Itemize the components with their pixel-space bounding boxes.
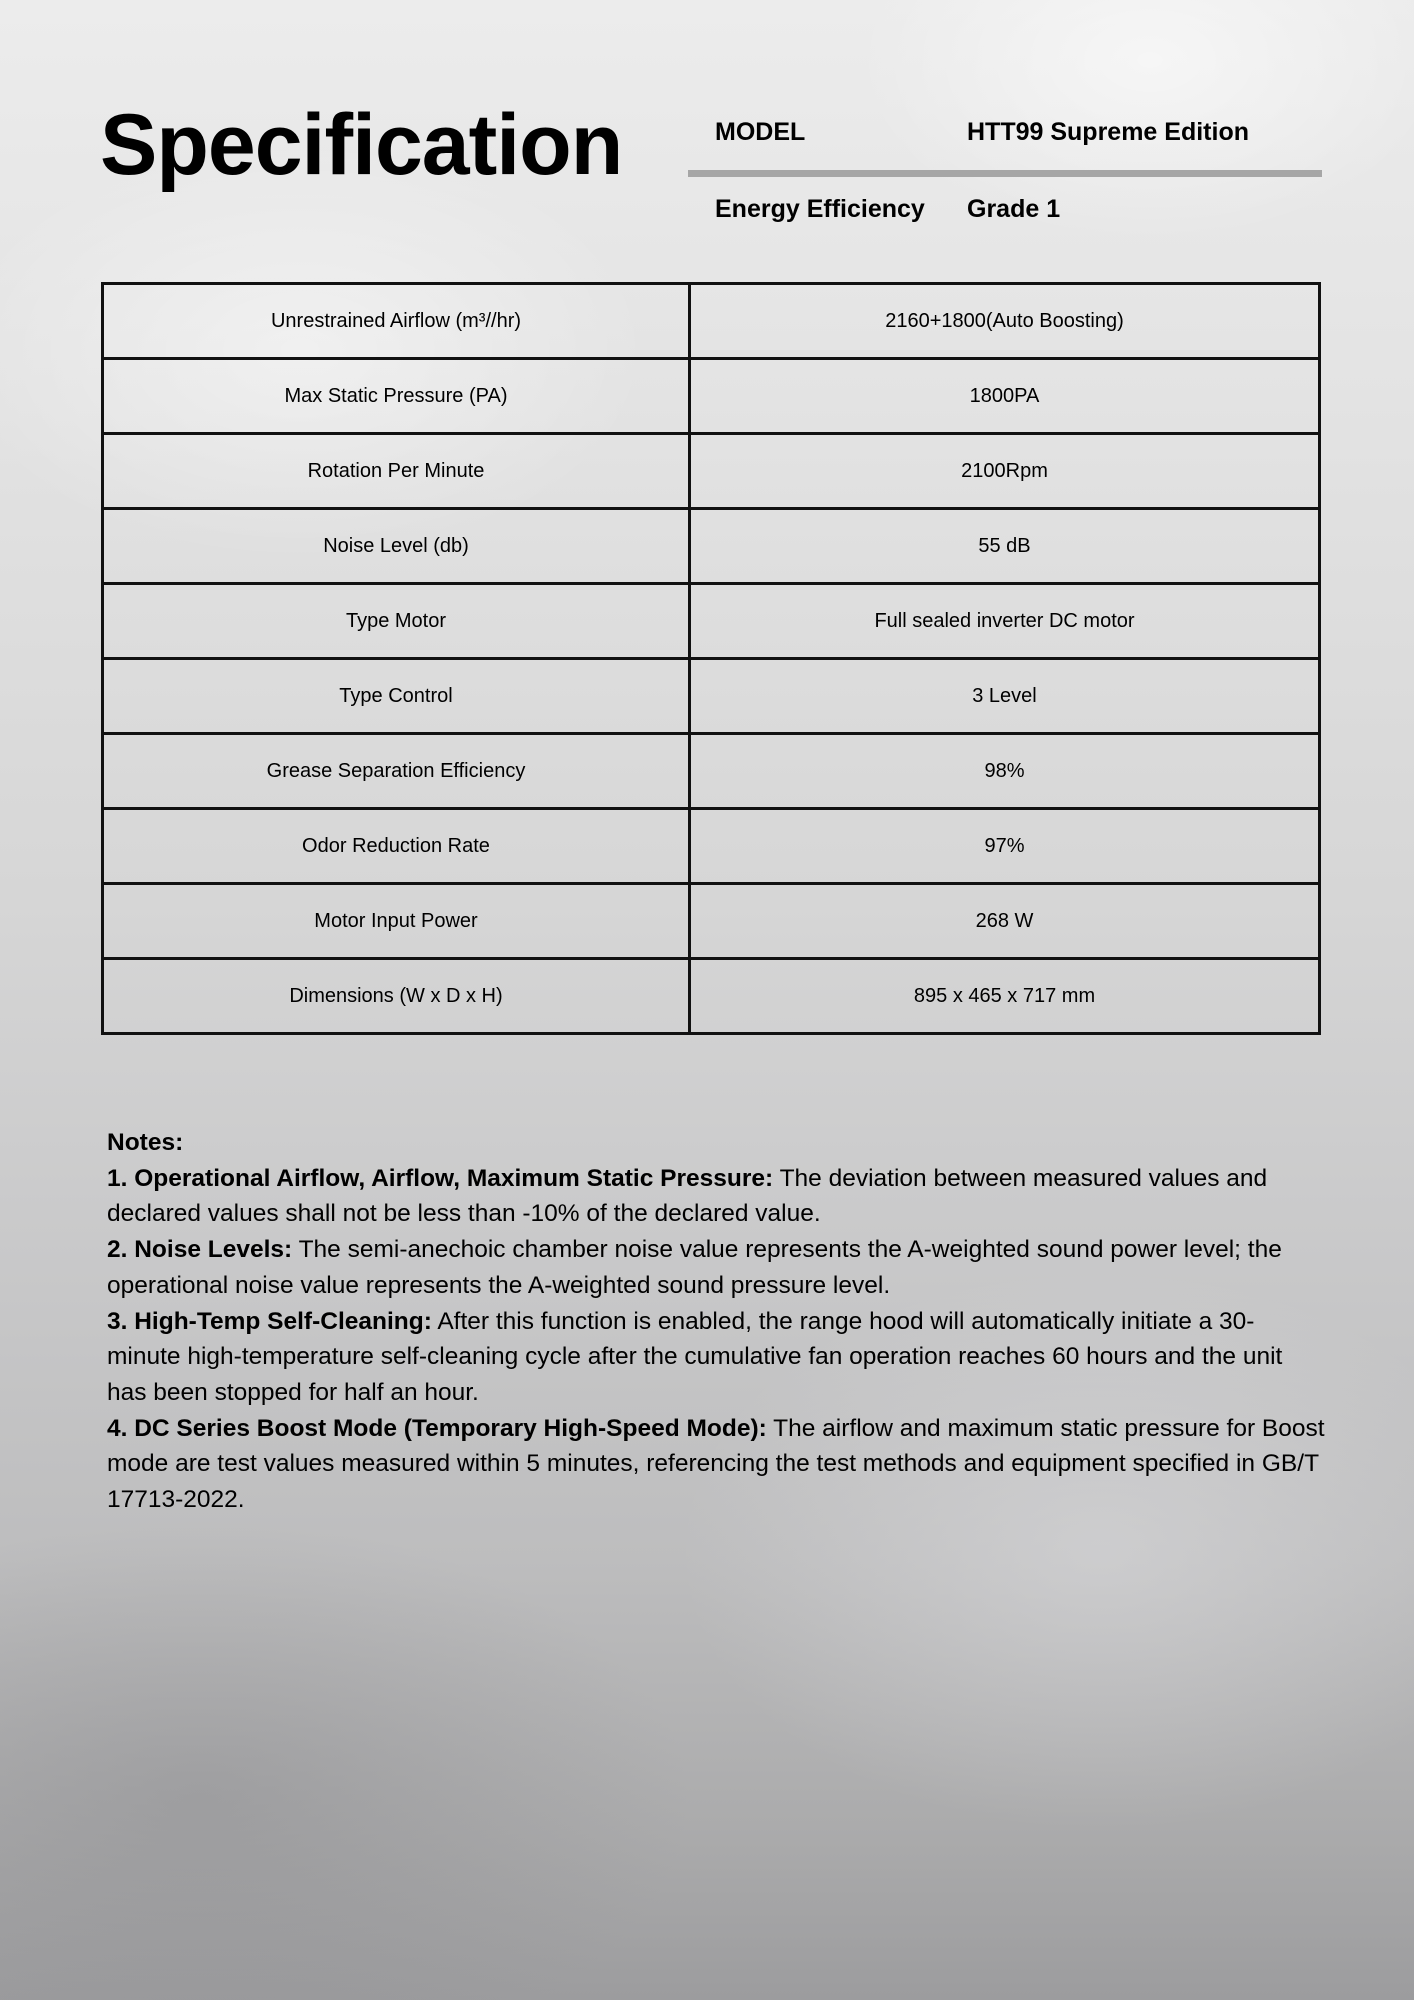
spec-value: 1800PA (690, 359, 1320, 434)
model-info (688, 118, 1322, 224)
table-row (103, 284, 1320, 359)
note-text: The airflow and maximum static pressure for Boost mode are test values measured within 5 minutes, referencing the test methods and equipment specified in GB/T 17713-2022. (107, 1414, 1325, 1514)
efficiency-value: Grade 1 (967, 195, 1061, 223)
table-row (103, 359, 1320, 434)
note-item (107, 1161, 1327, 1232)
spec-label: Noise Level (db) (103, 509, 690, 584)
spec-label: Unrestrained Airflow (m³//hr) (103, 284, 690, 359)
spec-table (101, 282, 1321, 1035)
page-title: Specification (100, 97, 623, 193)
note-text: The deviation between measured values and declared values shall not be less than -10% of the declared value. (107, 1164, 1268, 1228)
table-row (103, 734, 1320, 809)
table-row (103, 959, 1320, 1034)
note-title: 3. High-Temp Self-Cleaning: (107, 1307, 432, 1335)
spec-label: Grease Separation Efficiency (103, 734, 690, 809)
model-label: MODEL (715, 118, 806, 146)
spec-label: Rotation Per Minute (103, 434, 690, 509)
spec-value: 2100Rpm (690, 434, 1320, 509)
efficiency-row (688, 195, 1322, 224)
model-value: HTT99 Supreme Edition (967, 118, 1249, 146)
spec-label: Type Motor (103, 584, 690, 659)
spec-value: 895 x 465 x 717 mm (690, 959, 1320, 1034)
efficiency-label: Energy Efficiency (715, 195, 925, 223)
spec-label: Dimensions (W x D x H) (103, 959, 690, 1034)
table-row (103, 809, 1320, 884)
spec-label: Type Control (103, 659, 690, 734)
note-title: 1. Operational Airflow, Airflow, Maximum Static Pressure: (107, 1164, 774, 1192)
table-row (103, 659, 1320, 734)
spec-value: 2160+1800(Auto Boosting) (690, 284, 1320, 359)
table-row (103, 434, 1320, 509)
spec-value: 97% (690, 809, 1320, 884)
spec-label: Motor Input Power (103, 884, 690, 959)
spec-value: 3 Level (690, 659, 1320, 734)
spec-value: 98% (690, 734, 1320, 809)
table-row (103, 584, 1320, 659)
spec-label: Odor Reduction Rate (103, 809, 690, 884)
table-row (103, 509, 1320, 584)
notes-heading: Notes: (107, 1129, 184, 1156)
spec-value: 268 W (690, 884, 1320, 959)
note-item (107, 1304, 1327, 1411)
spec-label: Max Static Pressure (PA) (103, 359, 690, 434)
spec-value: Full sealed inverter DC motor (690, 584, 1320, 659)
note-item (107, 1232, 1327, 1303)
note-title: 2. Noise Levels: (107, 1236, 293, 1264)
note-text: The semi-anechoic chamber noise value represents the A-weighted sound power level; the operational noise value represents the A-weighted sound pressure level. (107, 1236, 1282, 1299)
note-item (107, 1411, 1327, 1518)
notes-section (107, 1125, 1327, 1518)
table-row (103, 884, 1320, 959)
spec-value: 55 dB (690, 509, 1320, 584)
note-text: After this function is enabled, the range hood will automatically initiate a 30-minute high-temperature self-cleaning cycle after the cumulative fan operation reaches 60 hours and the unit has been stopped for half an hour. (107, 1307, 1283, 1406)
model-row (688, 118, 1322, 170)
info-divider (688, 170, 1322, 177)
note-title: 4. DC Series Boost Mode (Temporary High-Speed Mode): (107, 1414, 767, 1442)
